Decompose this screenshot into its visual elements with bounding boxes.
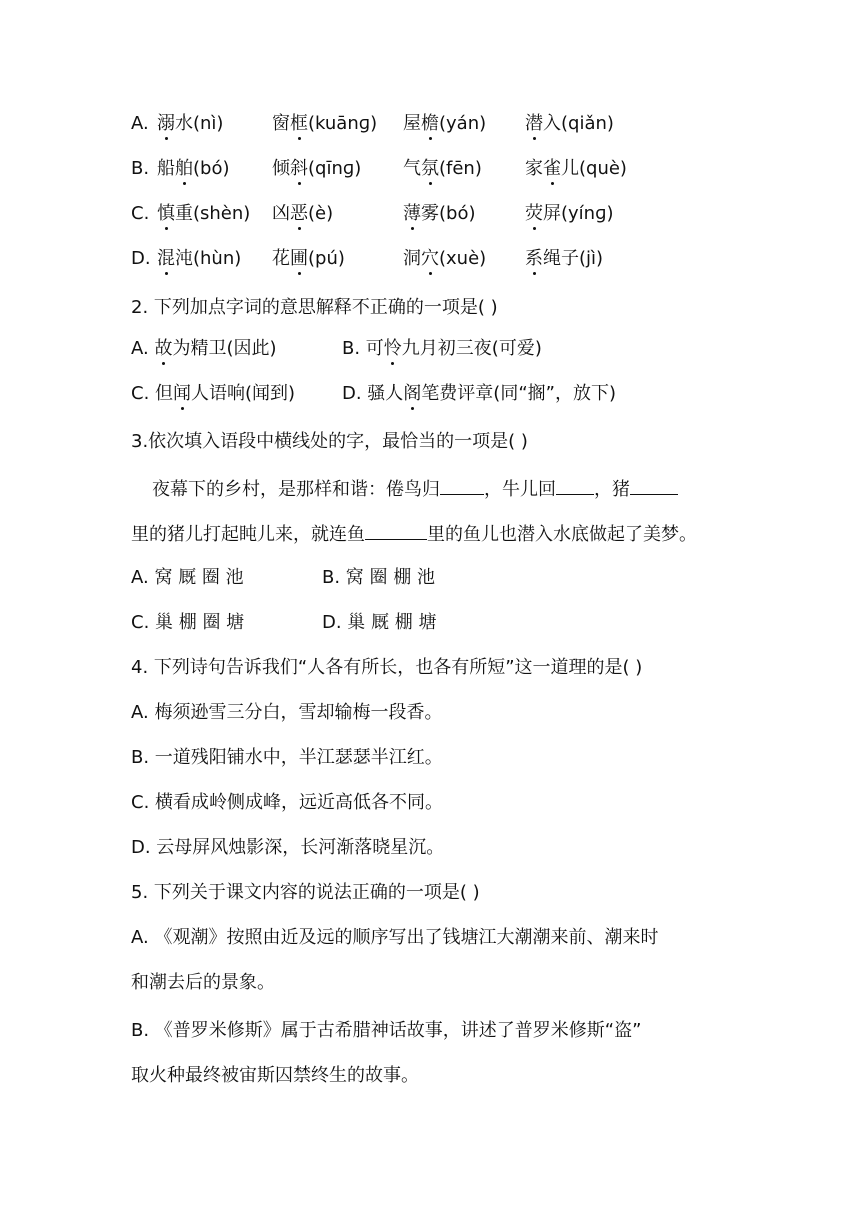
q4-option-c: C. 横看成岭侧成峰，远近高低各不同。	[131, 792, 444, 813]
word-2: 窗框(kuānɡ)	[272, 113, 378, 134]
word-1: 船舶(bó)	[157, 158, 230, 179]
fill-blank-1[interactable]	[440, 476, 484, 495]
q3-option-c: C. 巢 棚 圈 塘	[131, 612, 245, 633]
word-3: 气氛(fēn)	[403, 158, 482, 179]
q4-option-b: B. 一道残阳铺水中，半江瑟瑟半江红。	[131, 747, 443, 768]
q2-option-d: D. 骚人阁笔费评章(同“搁”，放下)	[342, 383, 617, 404]
q4-stem: 4. 下列诗句告诉我们“人各有所长，也各有所短”这一道理的是( )	[131, 657, 643, 678]
word-1: 混沌(hùn)	[157, 248, 242, 269]
option-label: A.	[131, 113, 149, 134]
fill-blank-4[interactable]	[365, 521, 427, 540]
word-4: 系绳子(jì)	[525, 248, 604, 269]
q3-option-a: A. 窝 厩 圈 池	[131, 567, 244, 588]
word-4: 荧屏(yínɡ)	[525, 203, 614, 224]
q5-option-b-line-2: 取火种最终被宙斯囚禁终生的故事。	[131, 1065, 419, 1086]
option-label: D.	[131, 248, 151, 269]
q2-option-a: A. 故为精卫(因此)	[131, 338, 277, 359]
q3-passage-line-1: 夜幕下的乡村，是那样和谐：倦鸟归 ，牛儿回 ，猪	[152, 476, 678, 502]
q3-passage-line-2: 里的猪儿打起盹儿来，就连鱼 里的鱼儿也潜入水底做起了美梦。	[131, 521, 697, 547]
word-3: 薄雾(bó)	[403, 203, 476, 224]
q5-stem: 5. 下列关于课文内容的说法正确的一项是( )	[131, 882, 480, 903]
word-3: 屋檐(yán)	[403, 113, 487, 134]
word-1: 慎重(shèn)	[157, 203, 251, 224]
fill-blank-3[interactable]	[630, 476, 678, 495]
q5-option-b-line-1: B. 《普罗米修斯》属于古希腊神话故事，讲述了普罗米修斯“盗”	[131, 1020, 642, 1041]
word-4: 潜入(qiǎn)	[525, 113, 614, 134]
q5-option-a-line-2: 和潮去后的景象。	[131, 972, 275, 993]
word-1: 溺水(nì)	[157, 113, 224, 134]
word-2: 凶恶(è)	[272, 203, 334, 224]
q3-stem: 3.依次填入语段中横线处的字，最恰当的一项是( )	[131, 431, 528, 452]
fill-blank-2[interactable]	[556, 476, 594, 495]
option-label: C.	[131, 203, 150, 224]
q4-option-a: A. 梅须逊雪三分白，雪却输梅一段香。	[131, 702, 443, 723]
word-2: 倾斜(qīnɡ)	[272, 158, 362, 179]
q2-option-b: B. 可怜九月初三夜(可爱)	[342, 338, 542, 359]
q2-option-c: C. 但闻人语响(闻到)	[131, 383, 296, 404]
word-3: 洞穴(xuè)	[403, 248, 487, 269]
option-label: B.	[131, 158, 150, 179]
q3-option-b: B. 窝 圈 棚 池	[322, 567, 435, 588]
q4-option-d: D. 云母屏风烛影深，长河渐落晓星沉。	[131, 837, 445, 858]
q3-option-d: D. 巢 厩 棚 塘	[322, 612, 437, 633]
q5-option-a-line-1: A. 《观潮》按照由近及远的顺序写出了钱塘江大潮潮来前、潮来时	[131, 927, 659, 948]
q2-stem: 2. 下列加点字词的意思解释不正确的一项是( )	[131, 297, 498, 318]
word-2: 花圃(pú)	[272, 248, 345, 269]
word-4: 家雀儿(què)	[525, 158, 627, 179]
